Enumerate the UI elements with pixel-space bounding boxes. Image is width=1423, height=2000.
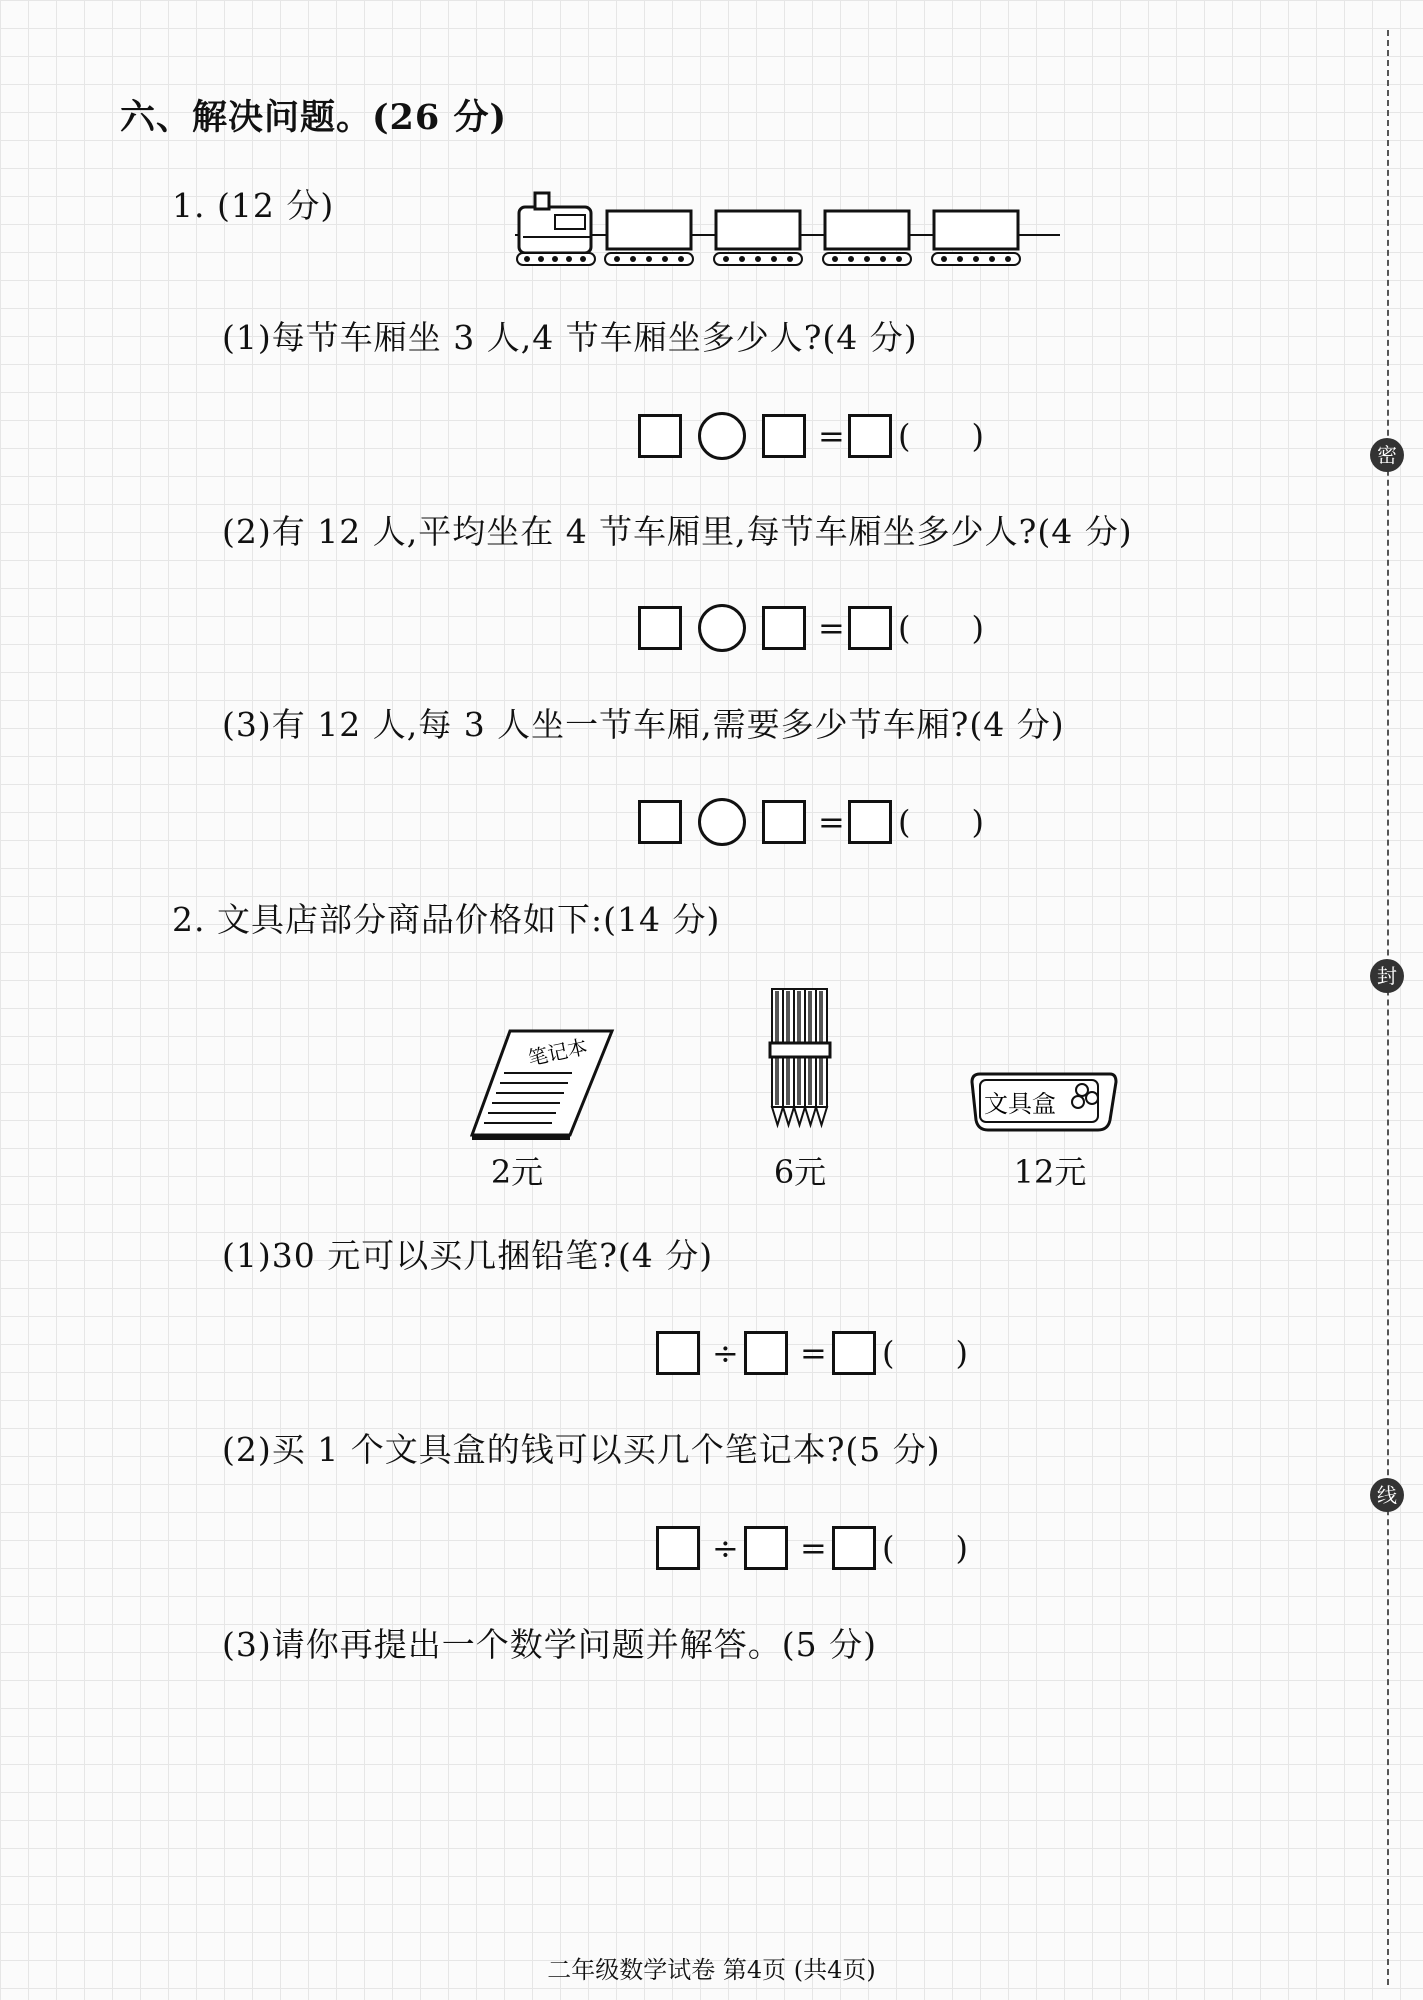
equals-sign: = (800, 1334, 827, 1372)
answer-box[interactable] (744, 1526, 788, 1570)
answer-box[interactable] (848, 606, 892, 650)
page-footer: 二年级数学试卷 第4页 (共4页) (547, 1956, 876, 1984)
price-notebook: 2元 (490, 1153, 544, 1191)
unit-blank[interactable]: ( ) (898, 417, 984, 455)
answer-box[interactable] (638, 414, 682, 458)
price-pencil-case: 12元 (1013, 1153, 1087, 1191)
question-2-header: 2. 文具店部分商品价格如下:(14 分) (172, 900, 721, 939)
unit-blank[interactable]: ( ) (898, 803, 984, 841)
q1-part1-text: (1)每节车厢坐 3 人,4 节车厢坐多少人?(4 分) (222, 318, 918, 357)
q1-part3-text: (3)有 12 人,每 3 人坐一节车厢,需要多少节车厢?(4 分) (222, 705, 1065, 744)
answer-box[interactable] (832, 1526, 876, 1570)
binding-line (1387, 30, 1389, 1985)
equals-sign: = (800, 1529, 827, 1567)
answer-box[interactable] (744, 1331, 788, 1375)
section-title: 六、解决问题。(26 分) (120, 97, 508, 138)
operator-circle[interactable] (698, 412, 746, 460)
divide-sign: ÷ (712, 1334, 739, 1372)
q2-part2-text: (2)买 1 个文具盒的钱可以买几个笔记本?(5 分) (222, 1430, 941, 1469)
seal-mark-mi: 密 (1370, 438, 1404, 472)
answer-box[interactable] (656, 1331, 700, 1375)
answer-box[interactable] (638, 606, 682, 650)
answer-box[interactable] (848, 800, 892, 844)
divide-sign: ÷ (712, 1529, 739, 1567)
q2-part3-text: (3)请你再提出一个数学问题并解答。(5 分) (222, 1625, 877, 1664)
pencil-bundle-icon (768, 985, 833, 1135)
train-icon (515, 185, 1060, 270)
unit-blank[interactable]: ( ) (882, 1334, 968, 1372)
answer-box[interactable] (832, 1331, 876, 1375)
seal-mark-xian: 线 (1370, 1478, 1404, 1512)
seal-mark-feng: 封 (1370, 959, 1404, 993)
price-pencils: 6元 (773, 1153, 827, 1191)
q2-part1-text: (1)30 元可以买几捆铅笔?(4 分) (222, 1236, 714, 1275)
answer-box[interactable] (656, 1526, 700, 1570)
answer-box[interactable] (762, 800, 806, 844)
operator-circle[interactable] (698, 798, 746, 846)
pencil-case-icon (970, 1068, 1120, 1136)
equals-sign: = (818, 609, 845, 647)
operator-circle[interactable] (698, 604, 746, 652)
answer-box[interactable] (848, 414, 892, 458)
pencil-case-label: 文具盒 (984, 1090, 1056, 1118)
unit-blank[interactable]: ( ) (882, 1529, 968, 1567)
answer-box[interactable] (762, 414, 806, 458)
answer-box[interactable] (638, 800, 682, 844)
locomotive (519, 193, 591, 253)
equals-sign: = (818, 417, 845, 455)
question-1-header: 1. (12 分) (172, 186, 335, 225)
answer-box[interactable] (762, 606, 806, 650)
notebook-icon (470, 1025, 615, 1140)
q1-part2-text: (2)有 12 人,平均坐在 4 节车厢里,每节车厢坐多少人?(4 分) (222, 512, 1133, 551)
equals-sign: = (818, 803, 845, 841)
unit-blank[interactable]: ( ) (898, 609, 984, 647)
notebook-label: 笔记本 (525, 1034, 590, 1071)
